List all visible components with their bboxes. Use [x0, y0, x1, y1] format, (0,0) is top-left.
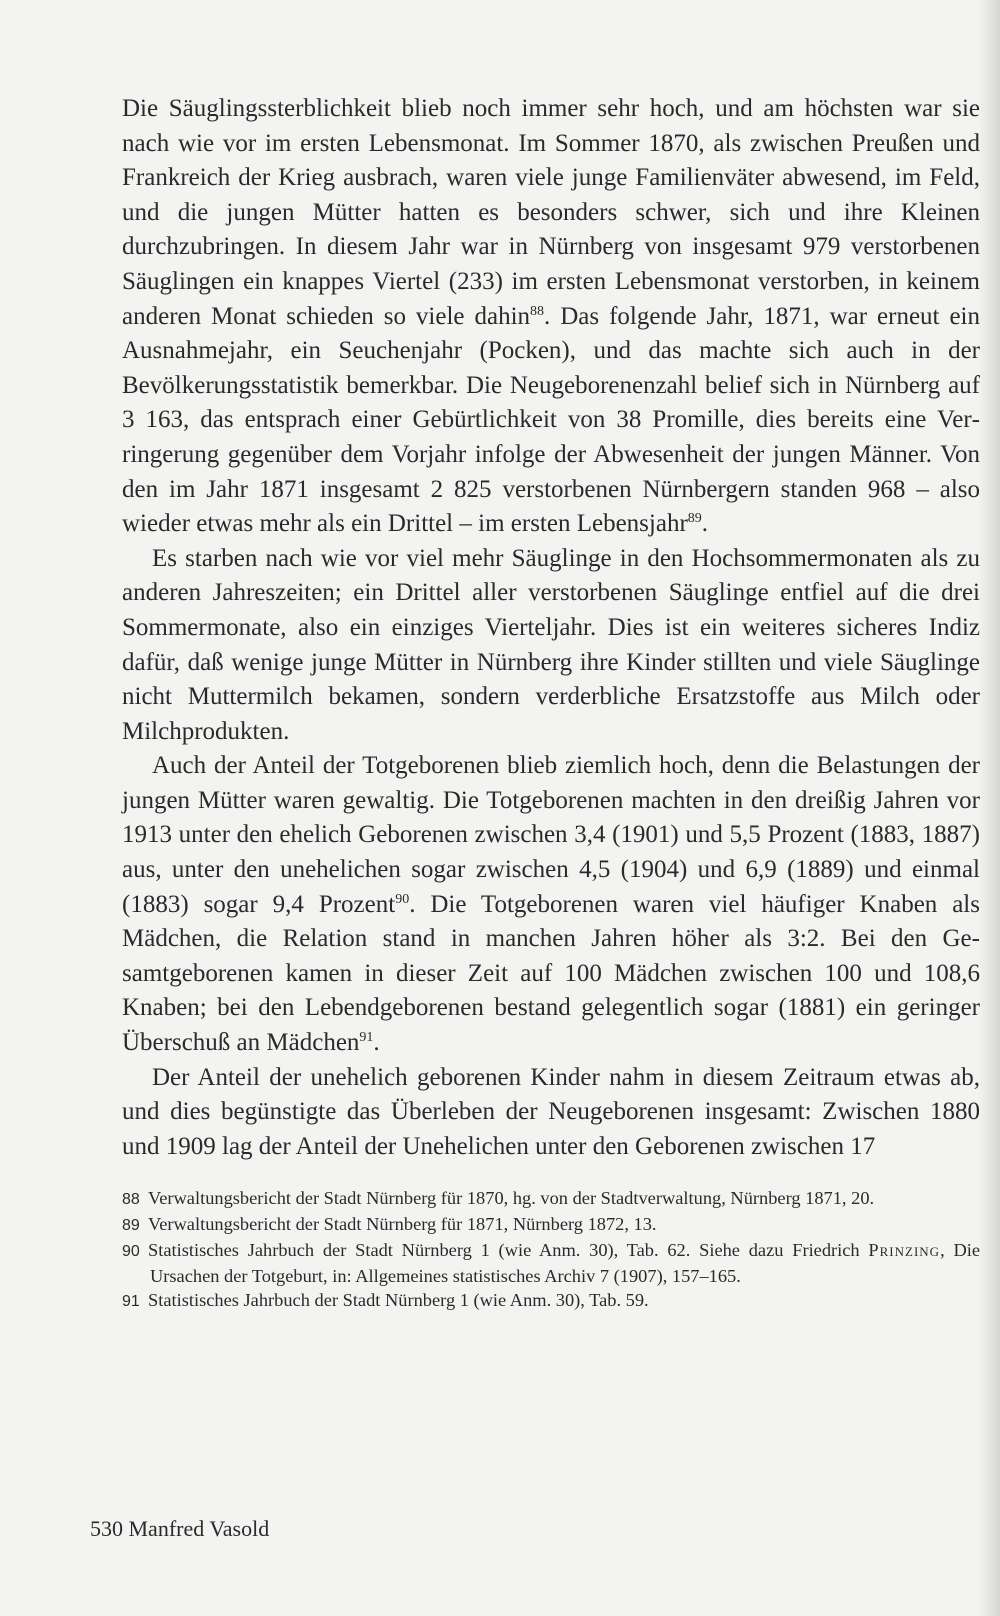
text-run: Der Anteil der unehelich geborenen Kinder nahm in diesem Zeitraum etwas ab, und dies begünstigte das Überleben der Neugeborenen insgesamt: Zwischen 1880 und 1909 lag der Anteil der Unehelichen unter den Geborenen zwischen 17: [122, 1063, 980, 1160]
footnote-ref: 89: [687, 511, 702, 527]
footnote-ref: 91: [359, 1030, 374, 1046]
text-run: . Das folgende Jahr, 1871, war erneut ein Ausnahmejahr, ein Seuchenjahr (Pocken), und das machte sich auch in der Bevölkerungsstatistik bemerkbar. Die Neugeborenenzahl belief sich in Nürnberg auf 3 163, das entsprach einer Gebürtlichkeit von 38 Promille, dies bereits eine Verringerung gegenüber dem Vorjahr infolge der Abwesenheit der jungen Männer. Von den im Jahr 1871 insgesamt 2 825 verstorbenen Nürnbergern standen 968 – also wieder etwas mehr als ein Drittel – im ersten Lebensjahr: [122, 302, 980, 538]
footnotes: [122, 1186, 980, 1314]
author-name: Prinzing: [868, 1240, 941, 1260]
text-run: .: [373, 1029, 380, 1057]
body-text: [122, 92, 980, 1164]
paragraph: [122, 749, 980, 1060]
paragraph: [122, 1061, 980, 1165]
footnote-number: 91: [122, 1293, 140, 1310]
text-run: .: [701, 510, 709, 538]
text-run: Statistisches Jahrbuch der Stadt Nürnberg 1 (wie Anm. 30), Tab. 62. Siehe dazu Friedrich: [148, 1240, 869, 1260]
text-run: . Die Totgeborenen waren viel häufiger Knaben als Mädchen, die Relation stand in manchen Jahren höher als 3:2. Bei den Gesamtgeborenen kamen in dieser Zeit auf 100 Mädchen zwischen 100 und 108,6 Knaben; bei den Lebendgeborenen bestand gelegentlich sogar (1881) ein geringer Überschuß an Mädchen: [122, 890, 980, 1057]
footnote: [122, 1186, 980, 1212]
footnote-number: 88: [122, 1191, 140, 1208]
text-run: , Die Ursachen der Totgeburt, in: Allgemeines statistisches Archiv 7 (1907), 157–165.: [150, 1240, 980, 1286]
text-run: Die Säuglingssterblichkeit blieb noch immer sehr hoch, und am höchsten war sie nach wie vor im ersten Lebensmonat. Im Sommer 1870, als zwischen Preußen und Frankreich der Krieg ausbrach, waren viele junge Familienväter abwesend, im Feld, und die jungen Mütter hatten es besonders schwer, sich und ihre Kleinen durchzubringen. In diesem Jahr war in Nürnberg von insgesamt 979 verstorbenen Säuglingen ein knappes Viertel (233) im ersten Lebensmonat verstorben, in keinem anderen Monat schieden so viele dahin: [122, 95, 980, 330]
footnote: [122, 1238, 980, 1288]
footnote: [122, 1288, 980, 1314]
text-run: Es starben nach wie vor viel mehr Säuglinge in den Hochsommermonaten als zu anderen Jahreszeiten; ein Drittel aller verstorbenen Säuglinge entfiel auf die drei Sommermonate, also ein einziges Vierteljahr. Dies ist ein weiteres sicheres Indiz dafür, daß wenige junge Mütter in Nürnberg ihre Kinder stillten und viele Säuglinge nicht Muttermilch bekamen, sondern verderbliche Ersatzstoffe aus Milch oder Milchprodukten.: [122, 544, 980, 745]
running-footer: [90, 1516, 269, 1542]
page-number: 530: [90, 1516, 123, 1541]
text-run: Auch der Anteil der Totgeborenen blieb ziemlich hoch, denn die Belastungen der jungen Mütter waren gewaltig. Die Totgeborenen machten in den dreißig Jahren vor 1913 unter den ehelich Geborenen zwischen 3,4 (1901) und 5,5 Prozent (1883, 1887) aus, unter den unehelichen sogar zwischen 4,5 (1904) und 6,9 (1889) und einmal (1883) sogar 9,4 Prozent: [122, 752, 980, 918]
footnote-number: 89: [122, 1217, 140, 1234]
footnote-ref: 90: [395, 891, 410, 907]
text-run: Verwaltungsbericht der Stadt Nürnberg für 1870, hg. von der Stadtverwaltung, Nürnberg 1871, 20.: [148, 1188, 875, 1208]
paragraph: [122, 542, 980, 750]
footnote-ref: 88: [530, 303, 545, 319]
text-run: Verwaltungsbericht der Stadt Nürnberg für 1871, Nürnberg 1872, 13.: [148, 1214, 657, 1234]
footnote-number: 90: [122, 1243, 140, 1260]
footnote: [122, 1212, 980, 1238]
running-author: Manfred Vasold: [128, 1516, 270, 1541]
page-edge: [978, 0, 1000, 1616]
text-run: Statistisches Jahrbuch der Stadt Nürnberg 1 (wie Anm. 30), Tab. 59.: [148, 1290, 649, 1310]
paragraph: [122, 92, 980, 542]
